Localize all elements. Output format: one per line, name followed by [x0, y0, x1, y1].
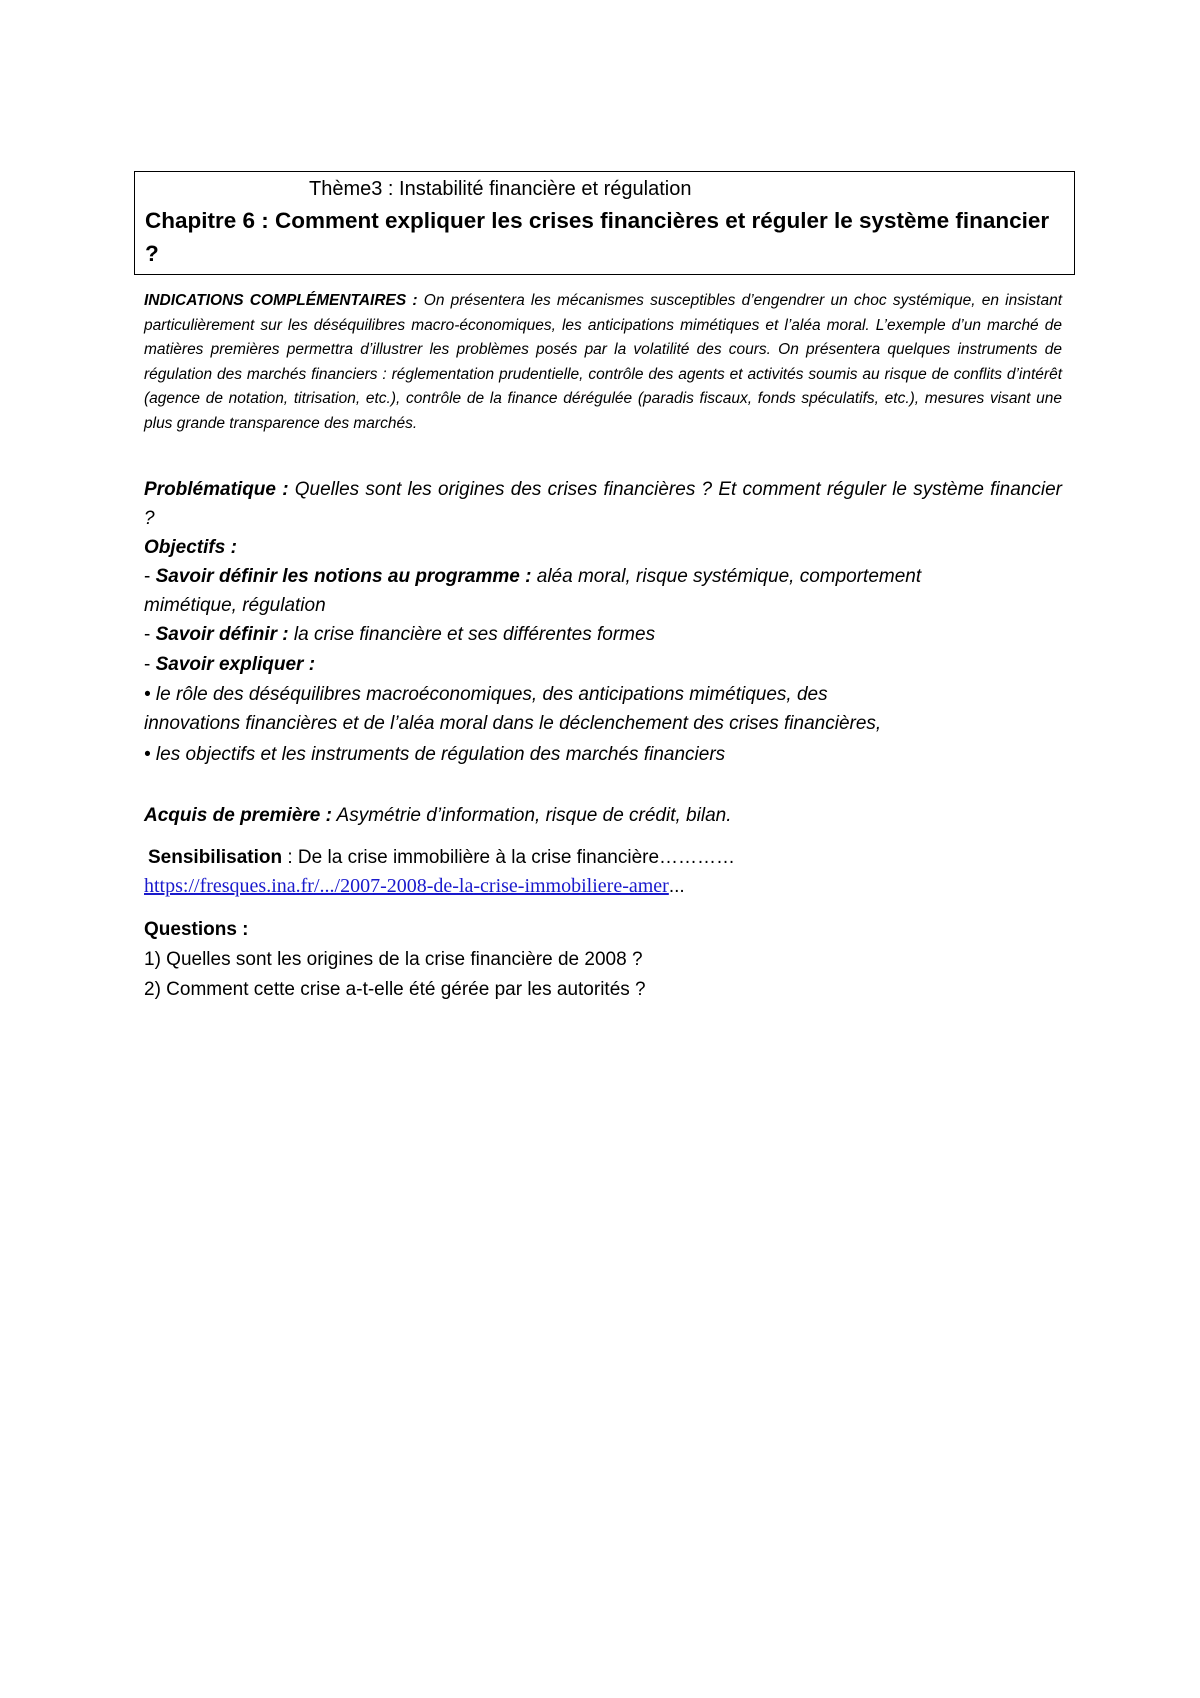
objectif-item-1 [144, 562, 921, 591]
objectif-item-3-dash: - [144, 654, 156, 675]
indications-label: INDICATIONS COMPLÉMENTAIRES : [144, 292, 418, 309]
bullet-item-1: • le rôle des déséquilibres macroéconomiques, des anticipations mimétiques, des [144, 684, 828, 705]
objectif-item-2-text: la crise financière et ses différentes formes [288, 624, 656, 645]
question-2: 2) Comment cette crise a-t-elle été gérée par les autorités ? [144, 979, 646, 1000]
objectif-item-3-label: Savoir expliquer : [155, 654, 316, 675]
chapter-title: Chapitre 6 : Comment expliquer les crises financières et réguler le système financier ? [145, 208, 1050, 266]
bullet-item-1-continuation: innovations financières et de l’aléa moral dans le déclenchement des crises financières, [144, 713, 882, 734]
objectif-item-1-label: Savoir définir les notions au programme : [155, 566, 532, 587]
ina-link[interactable]: https://fresques.ina.fr/.../2007-2008-de-la-crise-immobiliere-amer [144, 875, 669, 897]
question-1: 1) Quelles sont les origines de la crise financière de 2008 ? [144, 949, 643, 970]
objectif-item-1-continuation: mimétique, régulation [144, 595, 326, 616]
acquis-text: Asymétrie d’information, risque de crédit, bilan. [331, 805, 732, 826]
sensibilisation-link-line [144, 872, 685, 901]
objectifs-heading: Objectifs : [144, 537, 237, 558]
bullet-item-2: • les objectifs et les instruments de régulation des marchés financiers [144, 744, 726, 765]
objectif-item-3 [144, 650, 315, 679]
problematique-label: Problématique : [144, 479, 289, 500]
sensibilisation-label: Sensibilisation [148, 847, 283, 868]
title-box [134, 171, 1075, 275]
objectif-item-2-dash: - [144, 624, 156, 645]
indications-text: On présentera les mécanismes susceptibles d’engendrer un choc systémique, en insistant particulièrement sur les déséquilibres macro-économiques, les anticipations mimétiques et l’aléa moral. L’exemple d’un marché de matières premières permettra d’illustrer les problèmes posés par la volatilité des cours. On présentera quelques instruments de régulation des marchés financiers : réglementation prudentielle, contrôle des agents et activités soumis au risque de conflits d’intérêt (agence de notation, titrisation, etc.), contrôle de la finance dérégulée (paradis fiscaux, fonds spéculatifs, etc.), mesures visant une plus grande transparence des marchés. [144, 292, 1063, 432]
acquis-label: Acquis de première : [144, 805, 332, 826]
sensibilisation-line [148, 843, 735, 872]
acquis-line [144, 801, 731, 830]
objectif-item-2-label: Savoir définir : [155, 624, 289, 645]
objectif-item-2 [144, 620, 655, 649]
theme-title: Thème3 : Instabilité financière et régulation [309, 178, 692, 200]
problematique-text: Quelles sont les origines des crises financières ? Et comment réguler le système financier ? [144, 479, 1062, 529]
objectif-item-1-text: aléa moral, risque systémique, comportement [531, 566, 922, 587]
sensibilisation-text: : De la crise immobilière à la crise financière………… [282, 847, 736, 868]
objectif-item-1-dash: - [144, 566, 156, 587]
questions-heading: Questions : [144, 919, 249, 940]
problematique-paragraph [144, 475, 1062, 533]
link-ellipsis: ... [668, 876, 685, 897]
indications-paragraph [144, 289, 1062, 437]
